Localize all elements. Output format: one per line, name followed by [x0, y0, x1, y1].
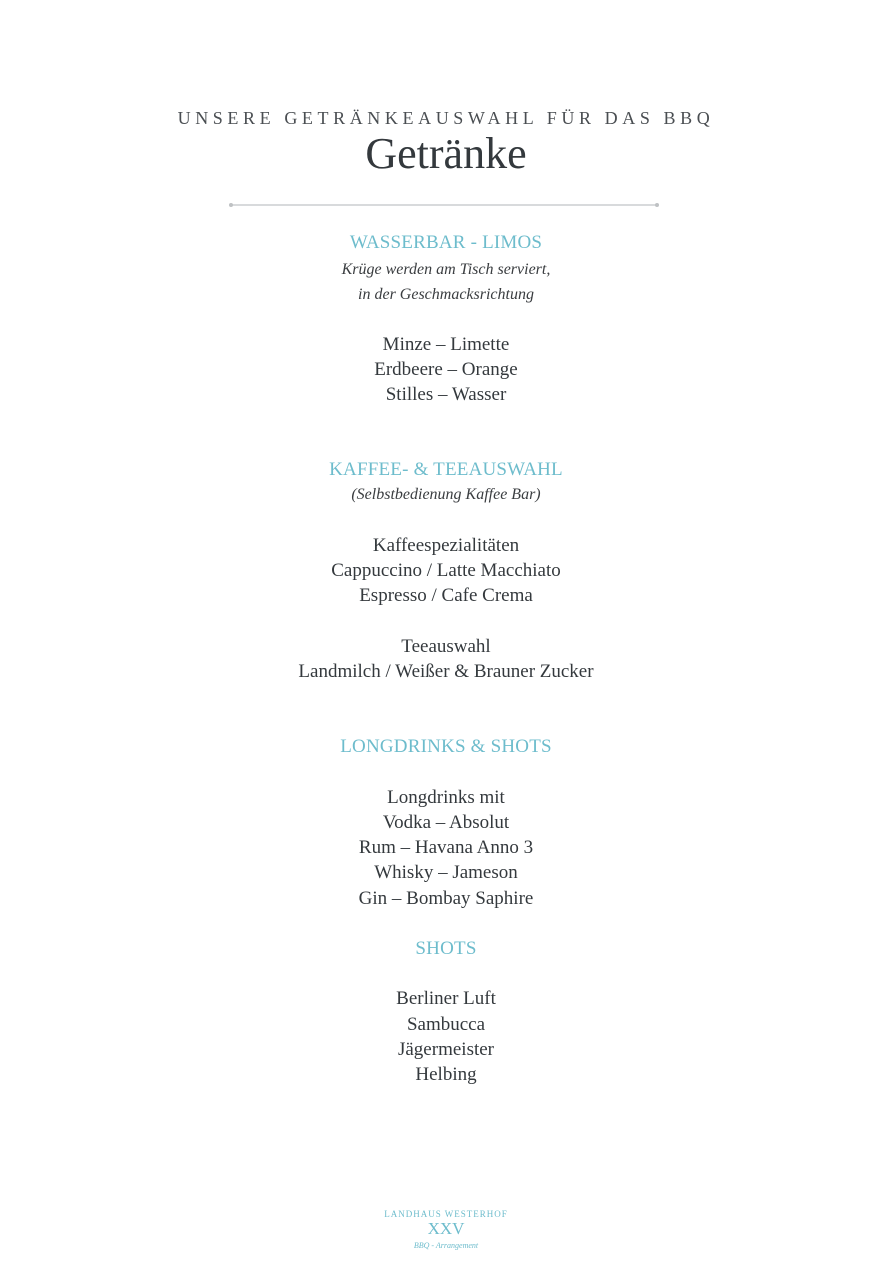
menu-item: Rum – Havana Anno 3: [358, 837, 534, 858]
menu-item: Gin – Bombay Saphire: [358, 888, 534, 909]
footer-brand: LANDHAUS WESTERHOF: [384, 1209, 508, 1219]
section-note-line: in der Geschmacksrichtung: [358, 286, 534, 303]
section-note: (Selbstbedienung Kaffee Bar): [351, 486, 541, 503]
menu-item: Vodka – Absolut: [382, 812, 510, 833]
page-title: Getränke: [365, 129, 527, 178]
menu-item: Erdbeere – Orange: [374, 359, 518, 380]
divider-rule: [231, 204, 657, 206]
section-heading-longdrinks: LONGDRINKS & SHOTS: [340, 736, 552, 757]
menu-item: Minze – Limette: [382, 334, 510, 355]
menu-item: Helbing: [415, 1064, 477, 1085]
menu-item: Kaffeespezialitäten: [372, 535, 520, 556]
menu-item: Espresso / Cafe Crema: [359, 585, 533, 606]
section-heading-shots: SHOTS: [415, 938, 477, 959]
section-note-line: Krüge werden am Tisch serviert,: [341, 261, 551, 278]
menu-item: Landmilch / Weißer & Brauner Zucker: [298, 661, 594, 682]
menu-item: Stilles – Wasser: [385, 384, 507, 405]
menu-item: Whisky – Jameson: [374, 862, 518, 883]
footer-page-number: XXV: [427, 1219, 465, 1238]
section-heading-kaffee: KAFFEE- & TEEAUSWAHL: [329, 459, 563, 480]
footer-subtitle: BBQ - Arrangement: [413, 1241, 479, 1250]
menu-item: Longdrinks mit: [387, 787, 505, 808]
page-kicker: UNSERE GETRÄNKEAUSWAHL FÜR DAS BBQ: [177, 108, 715, 128]
menu-item: Cappuccino / Latte Macchiato: [331, 560, 561, 581]
menu-item: Sambucca: [406, 1014, 486, 1035]
section-heading-wasserbar: WASSERBAR - LIMOS: [349, 232, 543, 253]
menu-item: Jägermeister: [397, 1039, 494, 1060]
menu-item: Teeauswahl: [401, 636, 491, 657]
menu-item: Berliner Luft: [396, 988, 496, 1009]
